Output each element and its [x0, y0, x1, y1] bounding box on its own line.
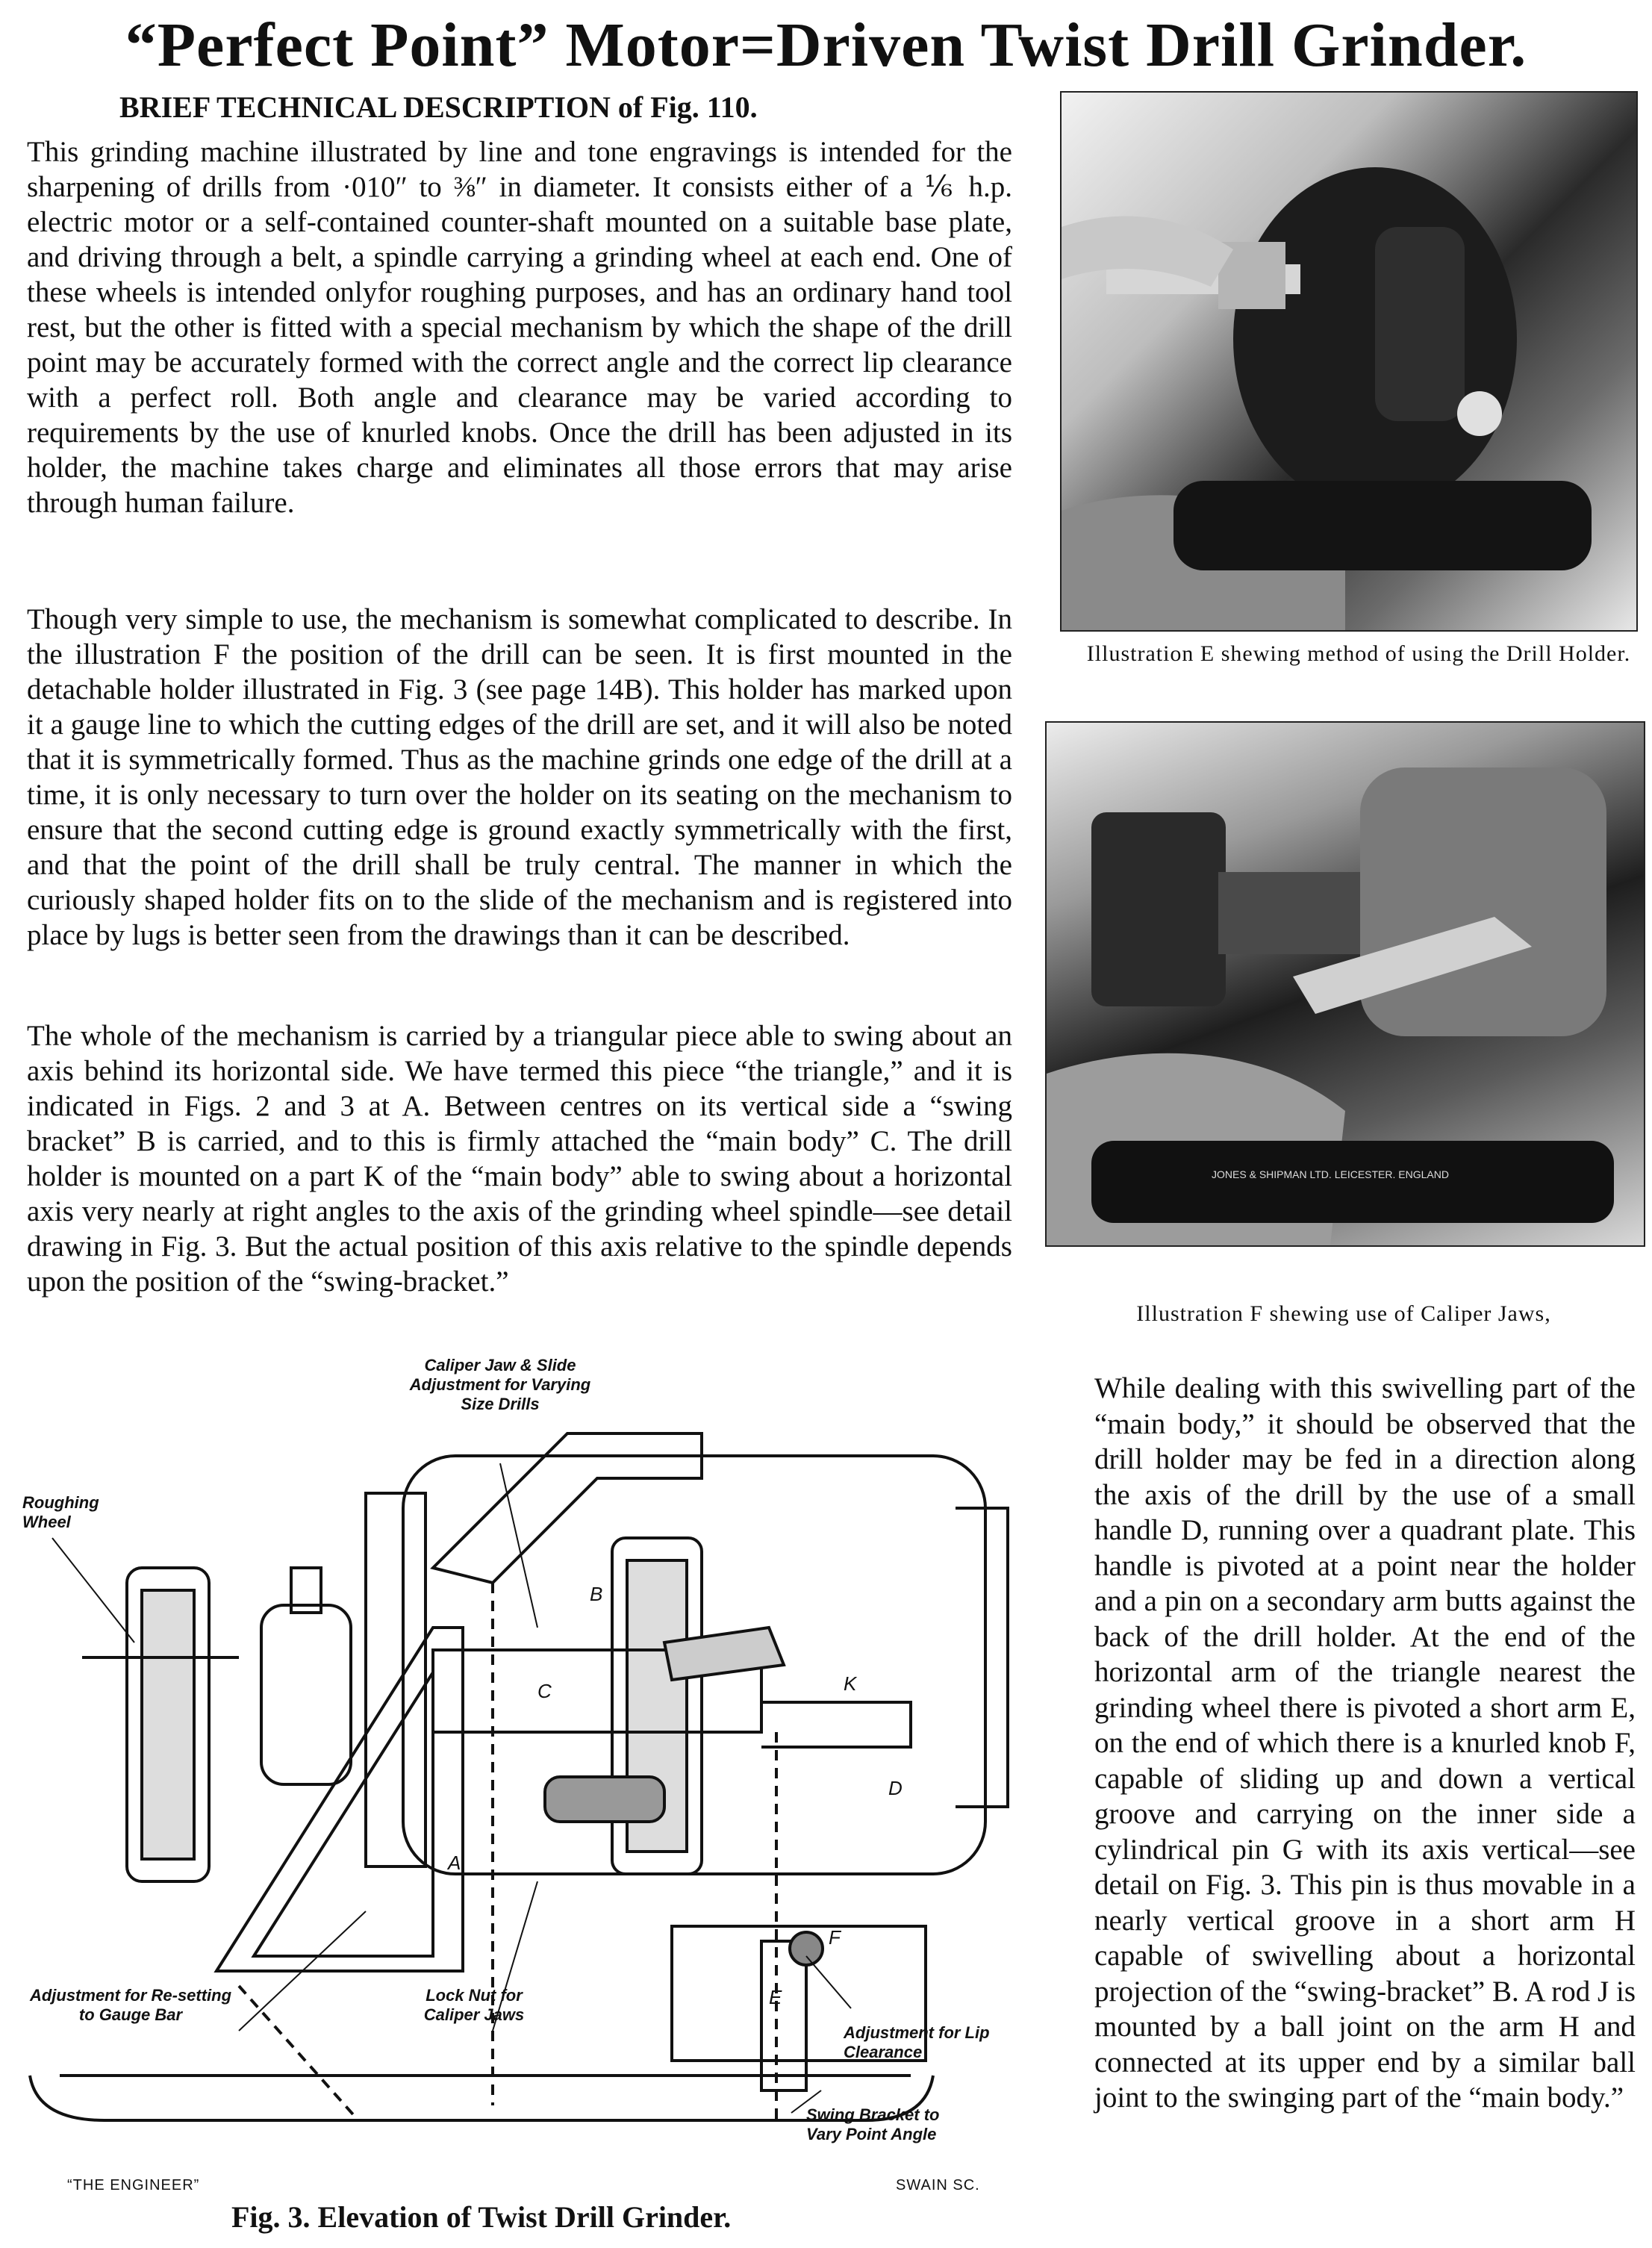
maker-plate-text: JONES & SHIPMAN LTD. LEICESTER. ENGLAND [1212, 1168, 1449, 1180]
paragraph-2: Though very simple to use, the mechanism is somewhat complicated to describe. In the illustration F the position of the drill can be seen. It is first mounted in the detachable holder illustrated in Fig. 3 (see page 14B). This holder has marked upon it a gauge line to which the cutting edges of the drill are set, and it will also be noted that it is symmetrically formed. Thus as the machine grinds one edge of the drill at a time, it is only necessary to turn over the holder on its seating on the mechanism to ensure that the second cutting edge is ground exactly symmetrically with the first, and that the point of the drill shall be truly central. The manner in which the curiously shaped holder fits on to the slide of the mechanism and is registered into place by lugs is better seen from the drawings than it can be described. [27, 603, 1012, 951]
illustration-f-photo [1045, 721, 1645, 1247]
paragraph-1: This grinding machine illustrated by line and tone engravings is intended for the sharpening of drills from ·010″ to ⅜″ in diameter. It consists either of a ⅙ h.p. electric motor or a self-contained counter-shaft mounted on a suitable base plate, and driving through a belt, a spindle carrying a grinding wheel at each end. One of these wheels is intended onlyfor roughing purposes, and has an ordinary hand tool rest, but the other is fitted with a special mechanism by which the shape of the drill point may be accurately formed with the correct angle and the correct lip clearance with a perfect roll. Both angle and clearance may be varied according to requirements by the use of knurled knobs. Once the drill has been adjusted in its holder, the machine takes charge and eliminates all those errors that may arise through human failure. [27, 136, 1012, 519]
fig3-caption: Fig. 3. Elevation of Twist Drill Grinder. [231, 2200, 732, 2234]
letter-f: F [829, 1926, 841, 1949]
letter-k: K [844, 1672, 857, 1695]
illustration-e-sketch [1062, 93, 1636, 630]
illustration-e-photo [1060, 91, 1638, 632]
letter-a: A [448, 1852, 461, 1874]
illustration-e-caption: Illustration E shewing method of using the Drill Holder. [1086, 641, 1631, 666]
illustration-f-caption: Illustration F shewing use of Caliper Jaws, [1136, 1301, 1551, 1326]
credit-the-engineer: “THE ENGINEER” [67, 2177, 200, 2193]
label-lip-clearance: Adjustment for Lip Clearance [844, 2023, 990, 2061]
credit-swain: SWAIN SC. [896, 2177, 980, 2193]
label-adjustment-reset: Adjustment for Re-setting to Gauge Bar [29, 1986, 232, 2024]
paragraph-3: The whole of the mechanism is carried by a triangular piece able to swing about an axis behind its horizontal side. We have termed this piece “the triangle,” and it is indicated in Figs. 2 and 3 at A. Between centres on its vertical side a “swing bracket” B is carried, and to this is firmly attached the “main body” C. The drill holder is mounted on a part K of the “main body” able to swing about a horizontal axis very nearly at right angles to the axis of the grinding wheel spindle—see detail drawing in Fig. 3. But the actual position of this axis relative to the spindle depends upon the position of the “swing-bracket.” [27, 1020, 1012, 1298]
label-roughing-wheel: Roughing Wheel [22, 1493, 99, 1531]
page-title: “Perfect Point” Motor=Driven Twist Drill Grinder. [125, 10, 1527, 80]
letter-b: B [590, 1583, 603, 1605]
section-heading: BRIEF TECHNICAL DESCRIPTION of Fig. 110. [119, 90, 758, 124]
label-lock-nut: Lock Nut for Caliper Jaws [423, 1986, 525, 2024]
letter-e: E [769, 1986, 782, 2008]
letter-c: C [537, 1680, 552, 1702]
letter-d: D [888, 1777, 903, 1799]
label-caliper-jaw: Caliper Jaw & Slide Adjustment for Varying Size Drills [409, 1356, 591, 1413]
fig3-elevation-drawing [15, 1356, 1045, 2195]
right-column-text: While dealing with this swivelling part of the “main body,” it should be observed that the drill holder may be fed in a direction along the axis of the drill by the use of a small handle D, running over a quadrant plate. This handle is pivoted at a point near the holder and a pin on a secondary arm butts against the back of the drill holder. At the end of the horizontal arm of the triangle nearest the grinding wheel there is pivoted a short arm E, on the end of which there is a knurled knob F, capable of sliding up and down a vertical groove and carrying on the inner side a cylindrical pin G with its axis vertical—see detail on Fig. 3. This pin is thus movable in a nearly vertical groove in a short arm H capable of swivelling about a horizontal projection of the “swing-bracket” B. A rod J is mounted by a ball joint on the arm H and connected at its upper end by a similar ball joint to the swinging part of the “main body.” [1094, 1372, 1636, 2114]
illustration-f-sketch [1047, 723, 1644, 1245]
label-swing-bracket: Swing Bracket to Vary Point Angle [806, 2105, 940, 2143]
